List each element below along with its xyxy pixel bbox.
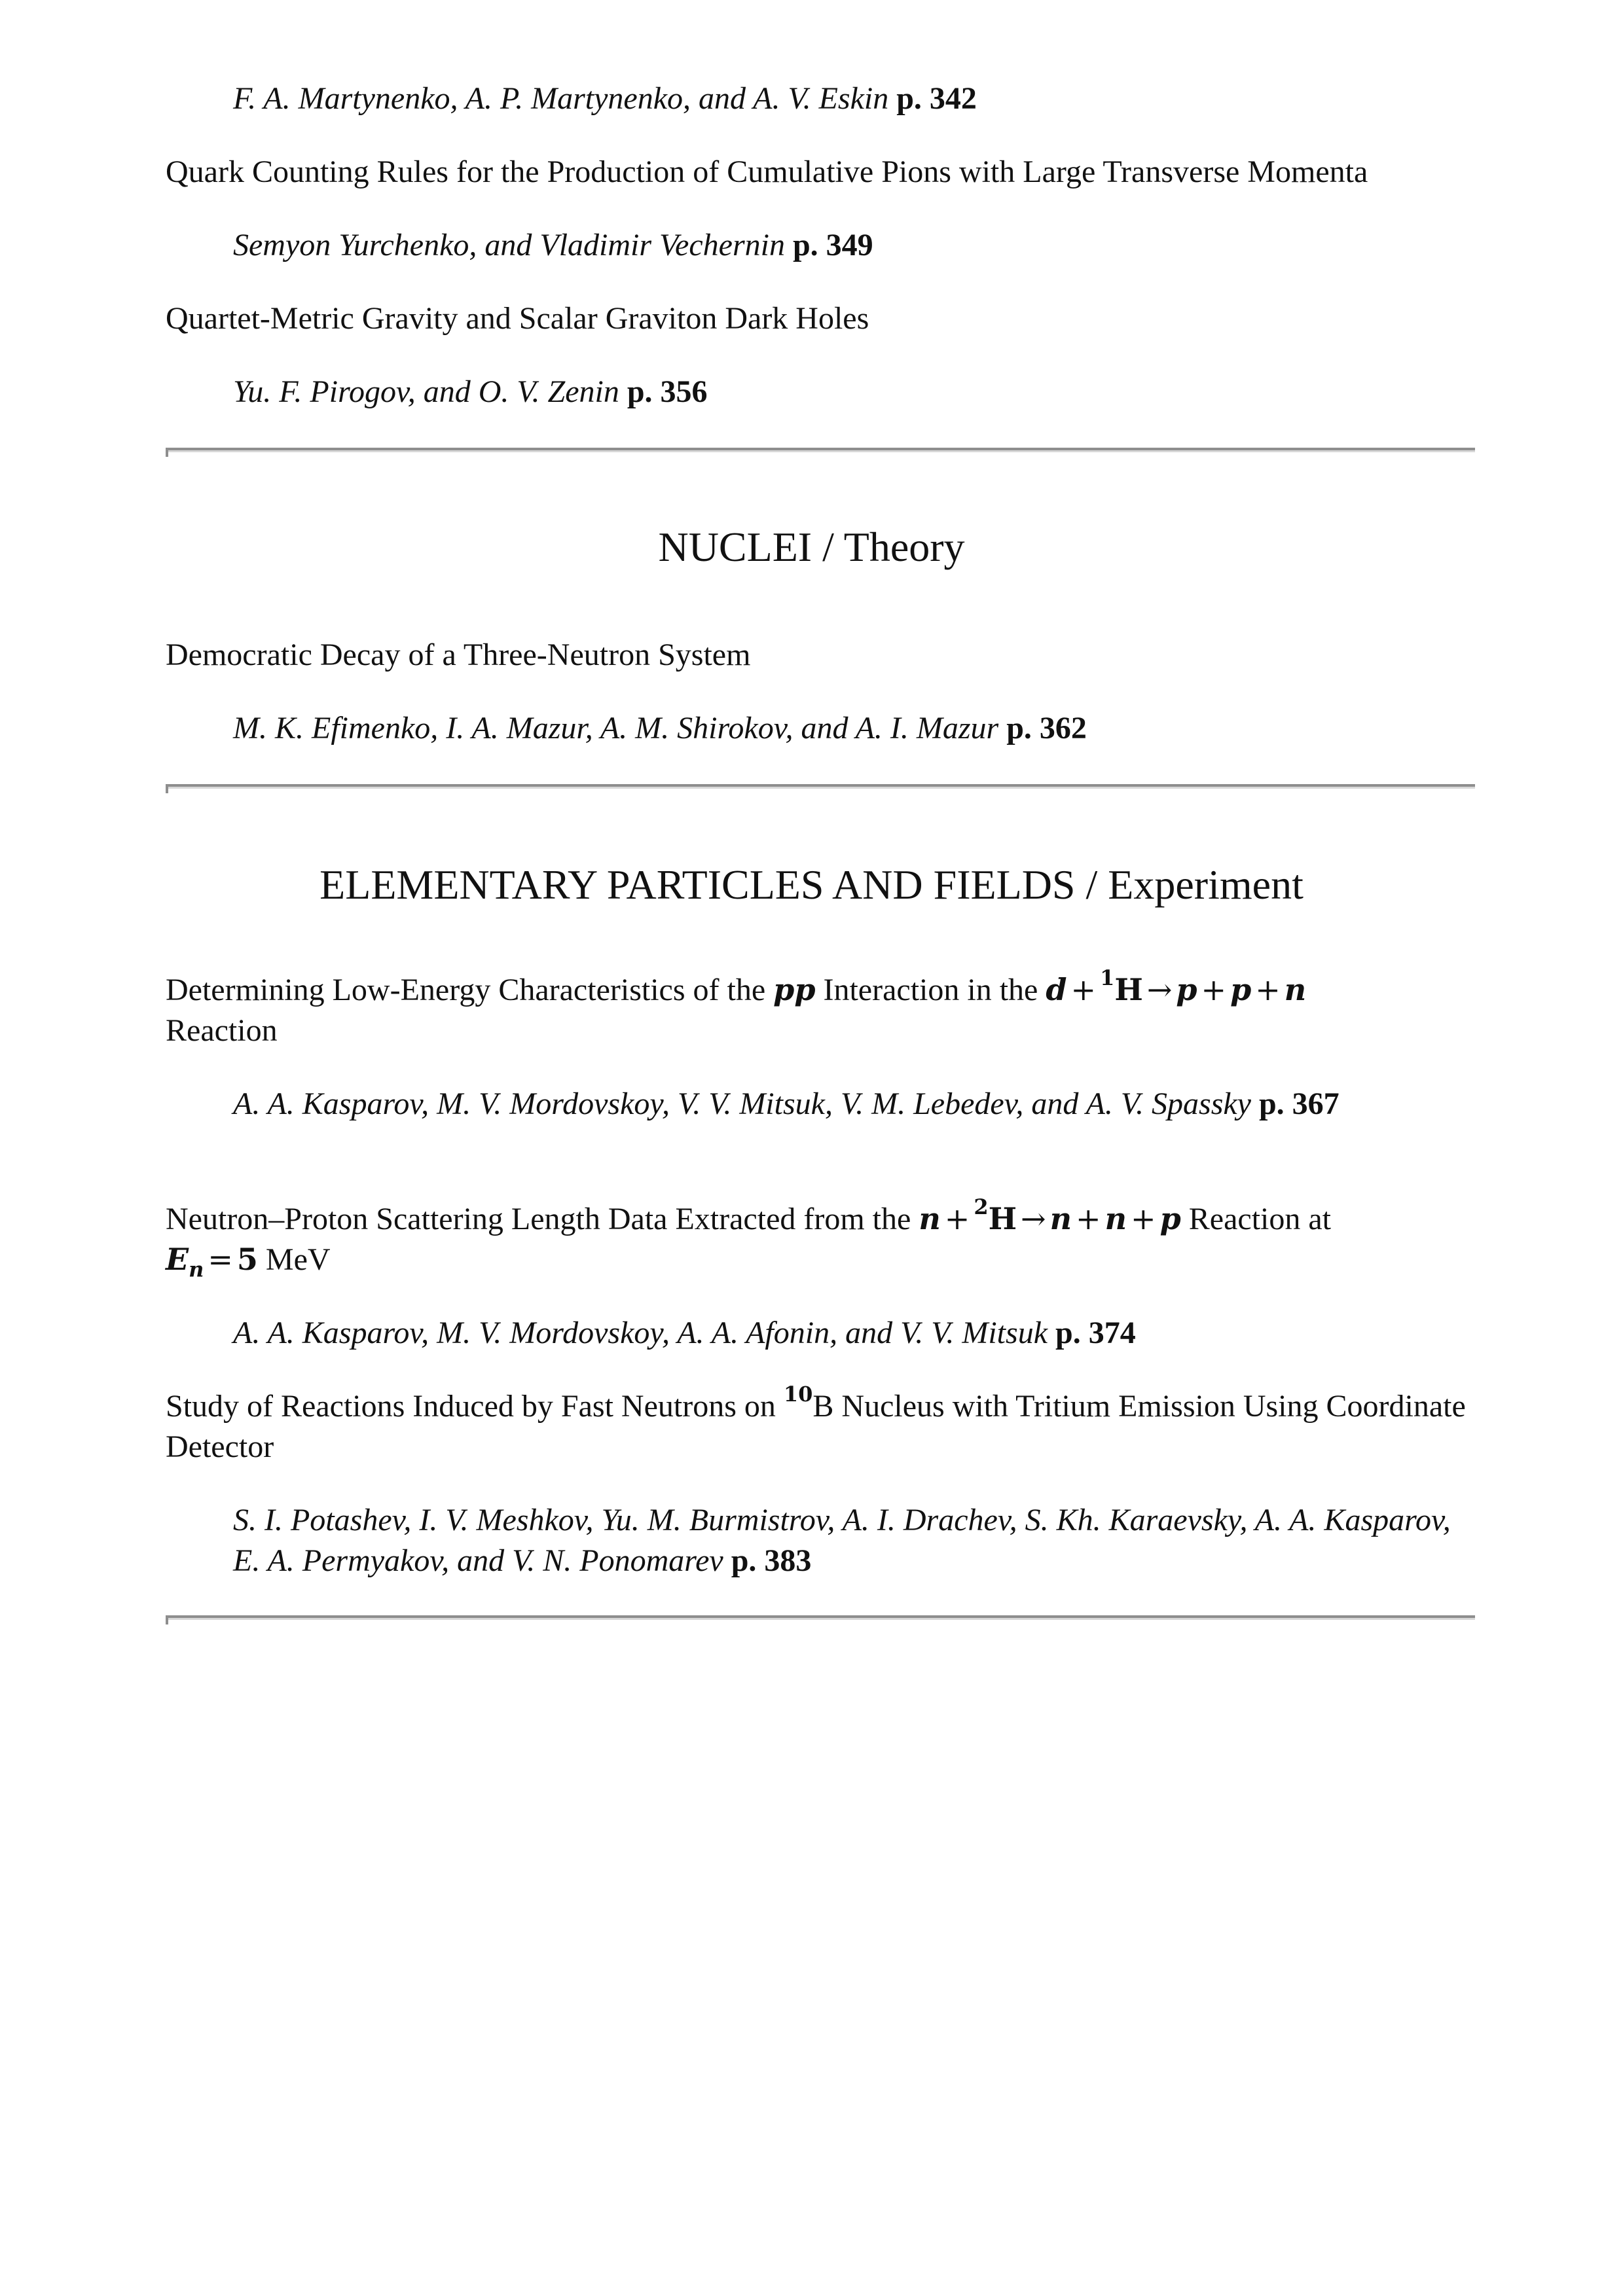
page-number: p. 374: [1055, 1316, 1136, 1350]
entry-authors: Semyon Yurchenko, and Vladimir Vechernin p. 349: [233, 228, 873, 262]
entry-authors: A. A. Kasparov, M. V. Mordovskoy, V. V. Mitsuk, V. M. Lebedev, and A. V. Spassky p. 367: [233, 1086, 1340, 1121]
entry-authors: S. I. Potashev, I. V. Meshkov, Yu. M. Burmistrov, A. I. Drachev, S. Kh. Karaevsky, A. A. Kasparov, E. A. Permyakov, and V. N. Ponomarev p. 383: [233, 1503, 1451, 1579]
section-divider: [166, 448, 1475, 452]
math-pp: pp: [773, 972, 816, 1007]
page-number: p. 383: [731, 1543, 812, 1579]
page-number: p. 349: [792, 228, 873, 262]
entry-authors: A. A. Kasparov, M. V. Mordovskoy, A. A. Afonin, and V. V. Mitsuk p. 374: [233, 1316, 1136, 1350]
entry-authors: M. K. Efimenko, I. A. Mazur, A. M. Shirokov, and A. I. Mazur p. 362: [233, 711, 1087, 745]
entry-title: Quark Counting Rules for the Production of Cumulative Pions with Large Transverse Momenta: [166, 154, 1368, 189]
page-number: p. 342: [896, 81, 977, 116]
section-divider: [166, 784, 1475, 789]
section-heading: ELEMENTARY PARTICLES AND FIELDS / Experiment: [319, 861, 1304, 908]
section-heading: NUCLEI / Theory: [658, 524, 965, 570]
entry-title: Democratic Decay of a Three-Neutron System: [166, 637, 751, 672]
page-number: p. 362: [1006, 711, 1087, 745]
entry-authors: Yu. F. Pirogov, and O. V. Zenin p. 356: [233, 374, 708, 409]
section-divider: [166, 1615, 1475, 1620]
entry-authors: F. A. Martynenko, A. P. Martynenko, and A. V. Eskin p. 342: [233, 81, 977, 116]
entry-title: Neutron–Proton Scattering Length Data Extracted from the n + $^2$H → n + n + p Reaction at $E_n = 5$ MeV: [166, 1194, 1332, 1282]
entry-title: Study of Reactions Induced by Fast Neutrons on $^{10}$B Nucleus with Tritium Emission Using Coordinate Detector: [166, 1382, 1466, 1465]
entry-title: Quartet-Metric Gravity and Scalar Graviton Dark Holes: [166, 301, 869, 336]
entry-title: Determining Low-Energy Characteristics of the pp Interaction in the d + $^1$H → p + p + n Reaction: [166, 965, 1307, 1049]
page-number: p. 367: [1258, 1086, 1340, 1121]
page-number: p. 356: [627, 374, 708, 409]
